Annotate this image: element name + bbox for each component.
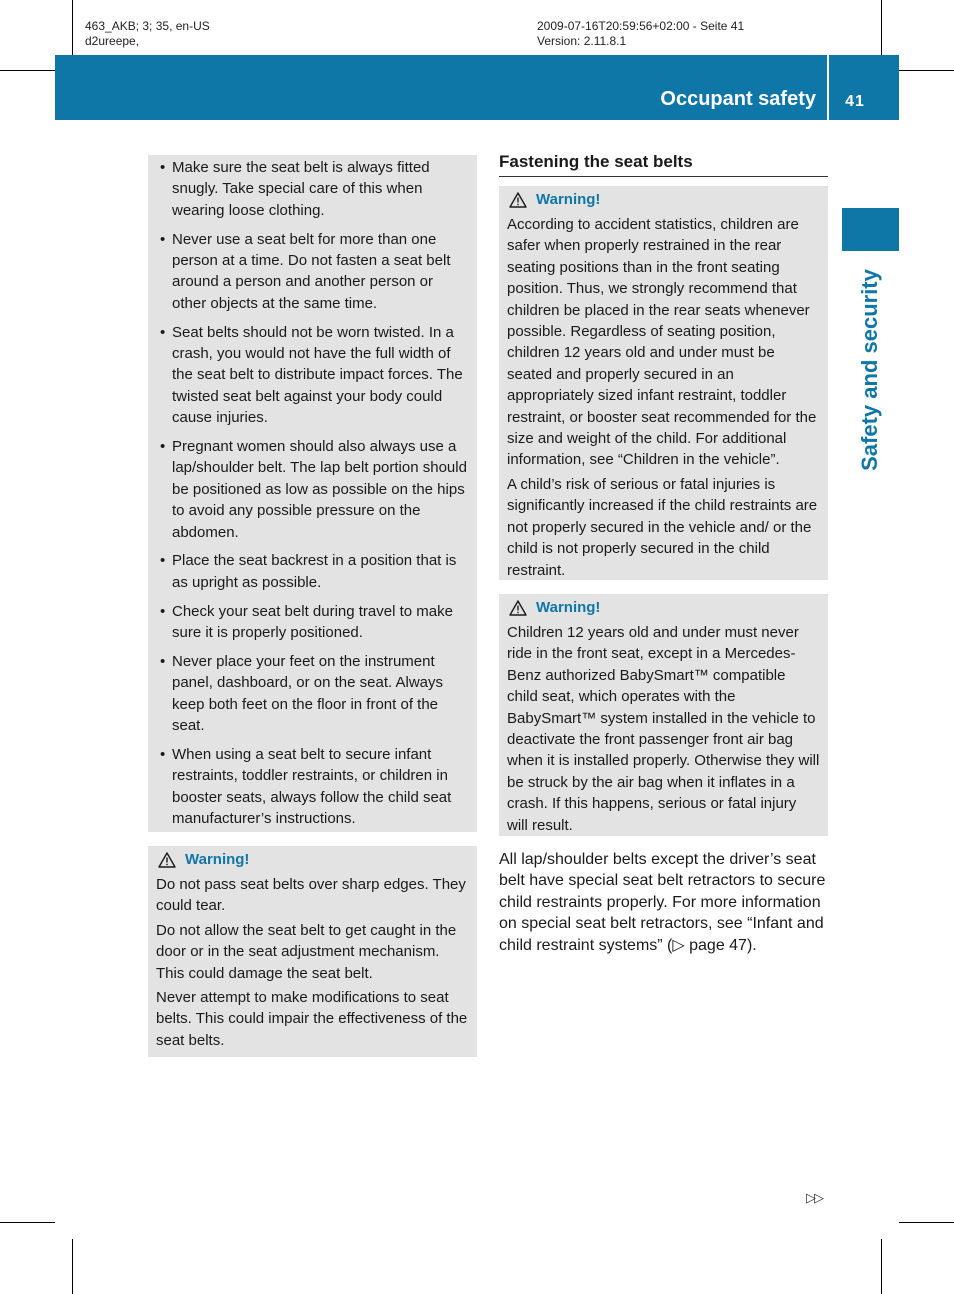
list-item-text: Place the seat backrest in a position that is as upright as possible. bbox=[172, 552, 457, 591]
list-item: • Seat belts should not be worn twisted. In a crash, you would not have the full width of the seat belt to distribute impact forces. The twisted seat belt against your body could cause injuries. bbox=[160, 323, 463, 427]
list-item-text: Pregnant women should also always use a lap/shoulder belt. The lap belt portion should be positioned as low as possible on the hips to avoid any possible pressure on the abdomen. bbox=[172, 438, 467, 541]
warning-title: Warning! bbox=[536, 191, 601, 209]
warning-triangle-icon bbox=[158, 852, 176, 868]
continue-arrows-icon: ▷▷ bbox=[806, 1190, 822, 1205]
section-title: Occupant safety bbox=[660, 88, 816, 110]
list-item-text: When using a seat belt to secure infant restraints, toddler restraints, or children in booster seats, always follow the child seat manufacturer’s instructions. bbox=[172, 745, 452, 828]
warning-triangle-icon bbox=[509, 600, 527, 616]
warning-paragraph: Children 12 years old and under must never ride in the front seat, except in a Mercedes-Benz authorized BabySmart™ compatible child seat, which operates with the BabySmart™ system installed in the vehicle to deactivate the front passenger front air bag when it is installed properly. Otherwise they will be struck by the air bag when it inflates in a crash. If this happens, serious or fatal injury will result. bbox=[507, 624, 820, 834]
list-item-text: Seat belts should not be worn twisted. In a crash, you would not have the full width of the seat belt to distribute impact forces. The twisted seat belt against your body could cause injuries. bbox=[172, 323, 463, 427]
list-item-text: Never use a seat belt for more than one person at a time. Do not fasten a seat belt around a person and another person or other objects at the same time. bbox=[172, 230, 451, 312]
meta-line: 2009-07-16T20:59:56+02:00 - Seite 41 bbox=[537, 19, 745, 33]
list-item: • When using a seat belt to secure infant restraints, toddler restraints, or children in booster seats, always follow the child seat manufacturer’s instructions. bbox=[160, 745, 452, 828]
list-item: • Never place your feet on the instrument panel, dashboard, or on the seat. Always keep both feet on the floor in front of the seat. bbox=[160, 652, 444, 735]
warning-heading bbox=[507, 596, 820, 620]
warning-box bbox=[148, 846, 477, 1057]
list-item: • Place the seat backrest in a position that is as upright as possible. bbox=[160, 552, 457, 591]
list-item: • Never use a seat belt for more than one person at a time. Do not fasten a seat belt around a person and another person or other objects at the same time. bbox=[160, 230, 451, 312]
warning-box bbox=[499, 594, 828, 836]
list-item-text: Never place your feet on the instrument panel, dashboard, or on the seat. Always keep both feet on the floor in front of the seat. bbox=[172, 652, 444, 735]
warning-paragraph: Never attempt to make modifications to seat belts. This could impair the effectiveness of the seat belts. bbox=[156, 989, 468, 1049]
print-meta-right bbox=[537, 19, 744, 49]
list-item-text: Check your seat belt during travel to make sure it is properly positioned. bbox=[172, 602, 453, 642]
warning-heading bbox=[156, 848, 469, 872]
meta-line: Version: 2.11.8.1 bbox=[537, 34, 627, 48]
warning-heading bbox=[507, 188, 820, 212]
body-paragraph: All lap/shoulder belts except the driver’s seat belt have special seat belt retractors to secure child restraints properly. For more information on special seat belt retractors, see “Infant and child restraint systems” (▷ page 47). bbox=[499, 851, 826, 954]
list-item: • Pregnant women should also always use a lap/shoulder belt. The lap belt portion should be positioned as low as possible on the hips to avoid any possible pressure on the abdomen. bbox=[160, 438, 467, 541]
warning-triangle-icon bbox=[509, 192, 527, 208]
crop-mark bbox=[72, 1239, 73, 1294]
list-item-text: Make sure the seat belt is always fitted snugly. Take special care of this when wearing loose clothing. bbox=[172, 159, 430, 219]
crop-mark bbox=[0, 70, 55, 71]
chapter-label: Safety and security bbox=[857, 269, 882, 471]
crop-mark bbox=[881, 0, 882, 55]
warning-title: Warning! bbox=[185, 851, 250, 869]
page-number: 41 bbox=[845, 93, 865, 110]
warning-title: Warning! bbox=[536, 599, 601, 617]
list-item: • Check your seat belt during travel to make sure it is properly positioned. bbox=[160, 602, 453, 642]
crop-mark bbox=[899, 1222, 954, 1223]
print-meta-left bbox=[85, 19, 210, 49]
section-heading: Fastening the seat belts bbox=[499, 152, 828, 177]
crop-mark bbox=[72, 0, 73, 55]
warning-paragraph: According to accident statistics, children are safer when properly restrained in the rear seating positions than in the front seating position. Thus, we strongly recommend that children be placed in the rear seats whenever possible. Regardless of seating position, children 12 years old and under must be seated and properly secured in an appropriately sized infant restraint, toddler restraint, or booster seat recommended for the size and weight of the child. For additional information, see “Children in the vehicle”. bbox=[507, 216, 817, 469]
warning-paragraph: Do not pass seat belts over sharp edges. They could tear. bbox=[156, 876, 466, 915]
crop-mark bbox=[899, 70, 954, 71]
warning-paragraph: Do not allow the seat belt to get caught in the door or in the seat adjustment mechanism. This could damage the seat belt. bbox=[156, 921, 457, 982]
crop-mark bbox=[0, 1222, 55, 1223]
meta-line: d2ureepe, bbox=[85, 34, 140, 48]
list-item: • Make sure the seat belt is always fitted snugly. Take special care of this when wearing loose clothing. bbox=[160, 159, 430, 219]
crop-mark bbox=[881, 1239, 882, 1294]
meta-line: 463_AKB; 3; 35, en-US bbox=[85, 19, 210, 33]
warning-paragraph: A child’s risk of serious or fatal injuries is significantly increased if the child restraints are not properly secured in the vehicle and/ or the child is not properly secured in the child restraint. bbox=[507, 475, 818, 579]
safety-notes-box bbox=[148, 155, 477, 832]
chapter-tab bbox=[842, 208, 899, 251]
warning-box bbox=[499, 186, 828, 580]
